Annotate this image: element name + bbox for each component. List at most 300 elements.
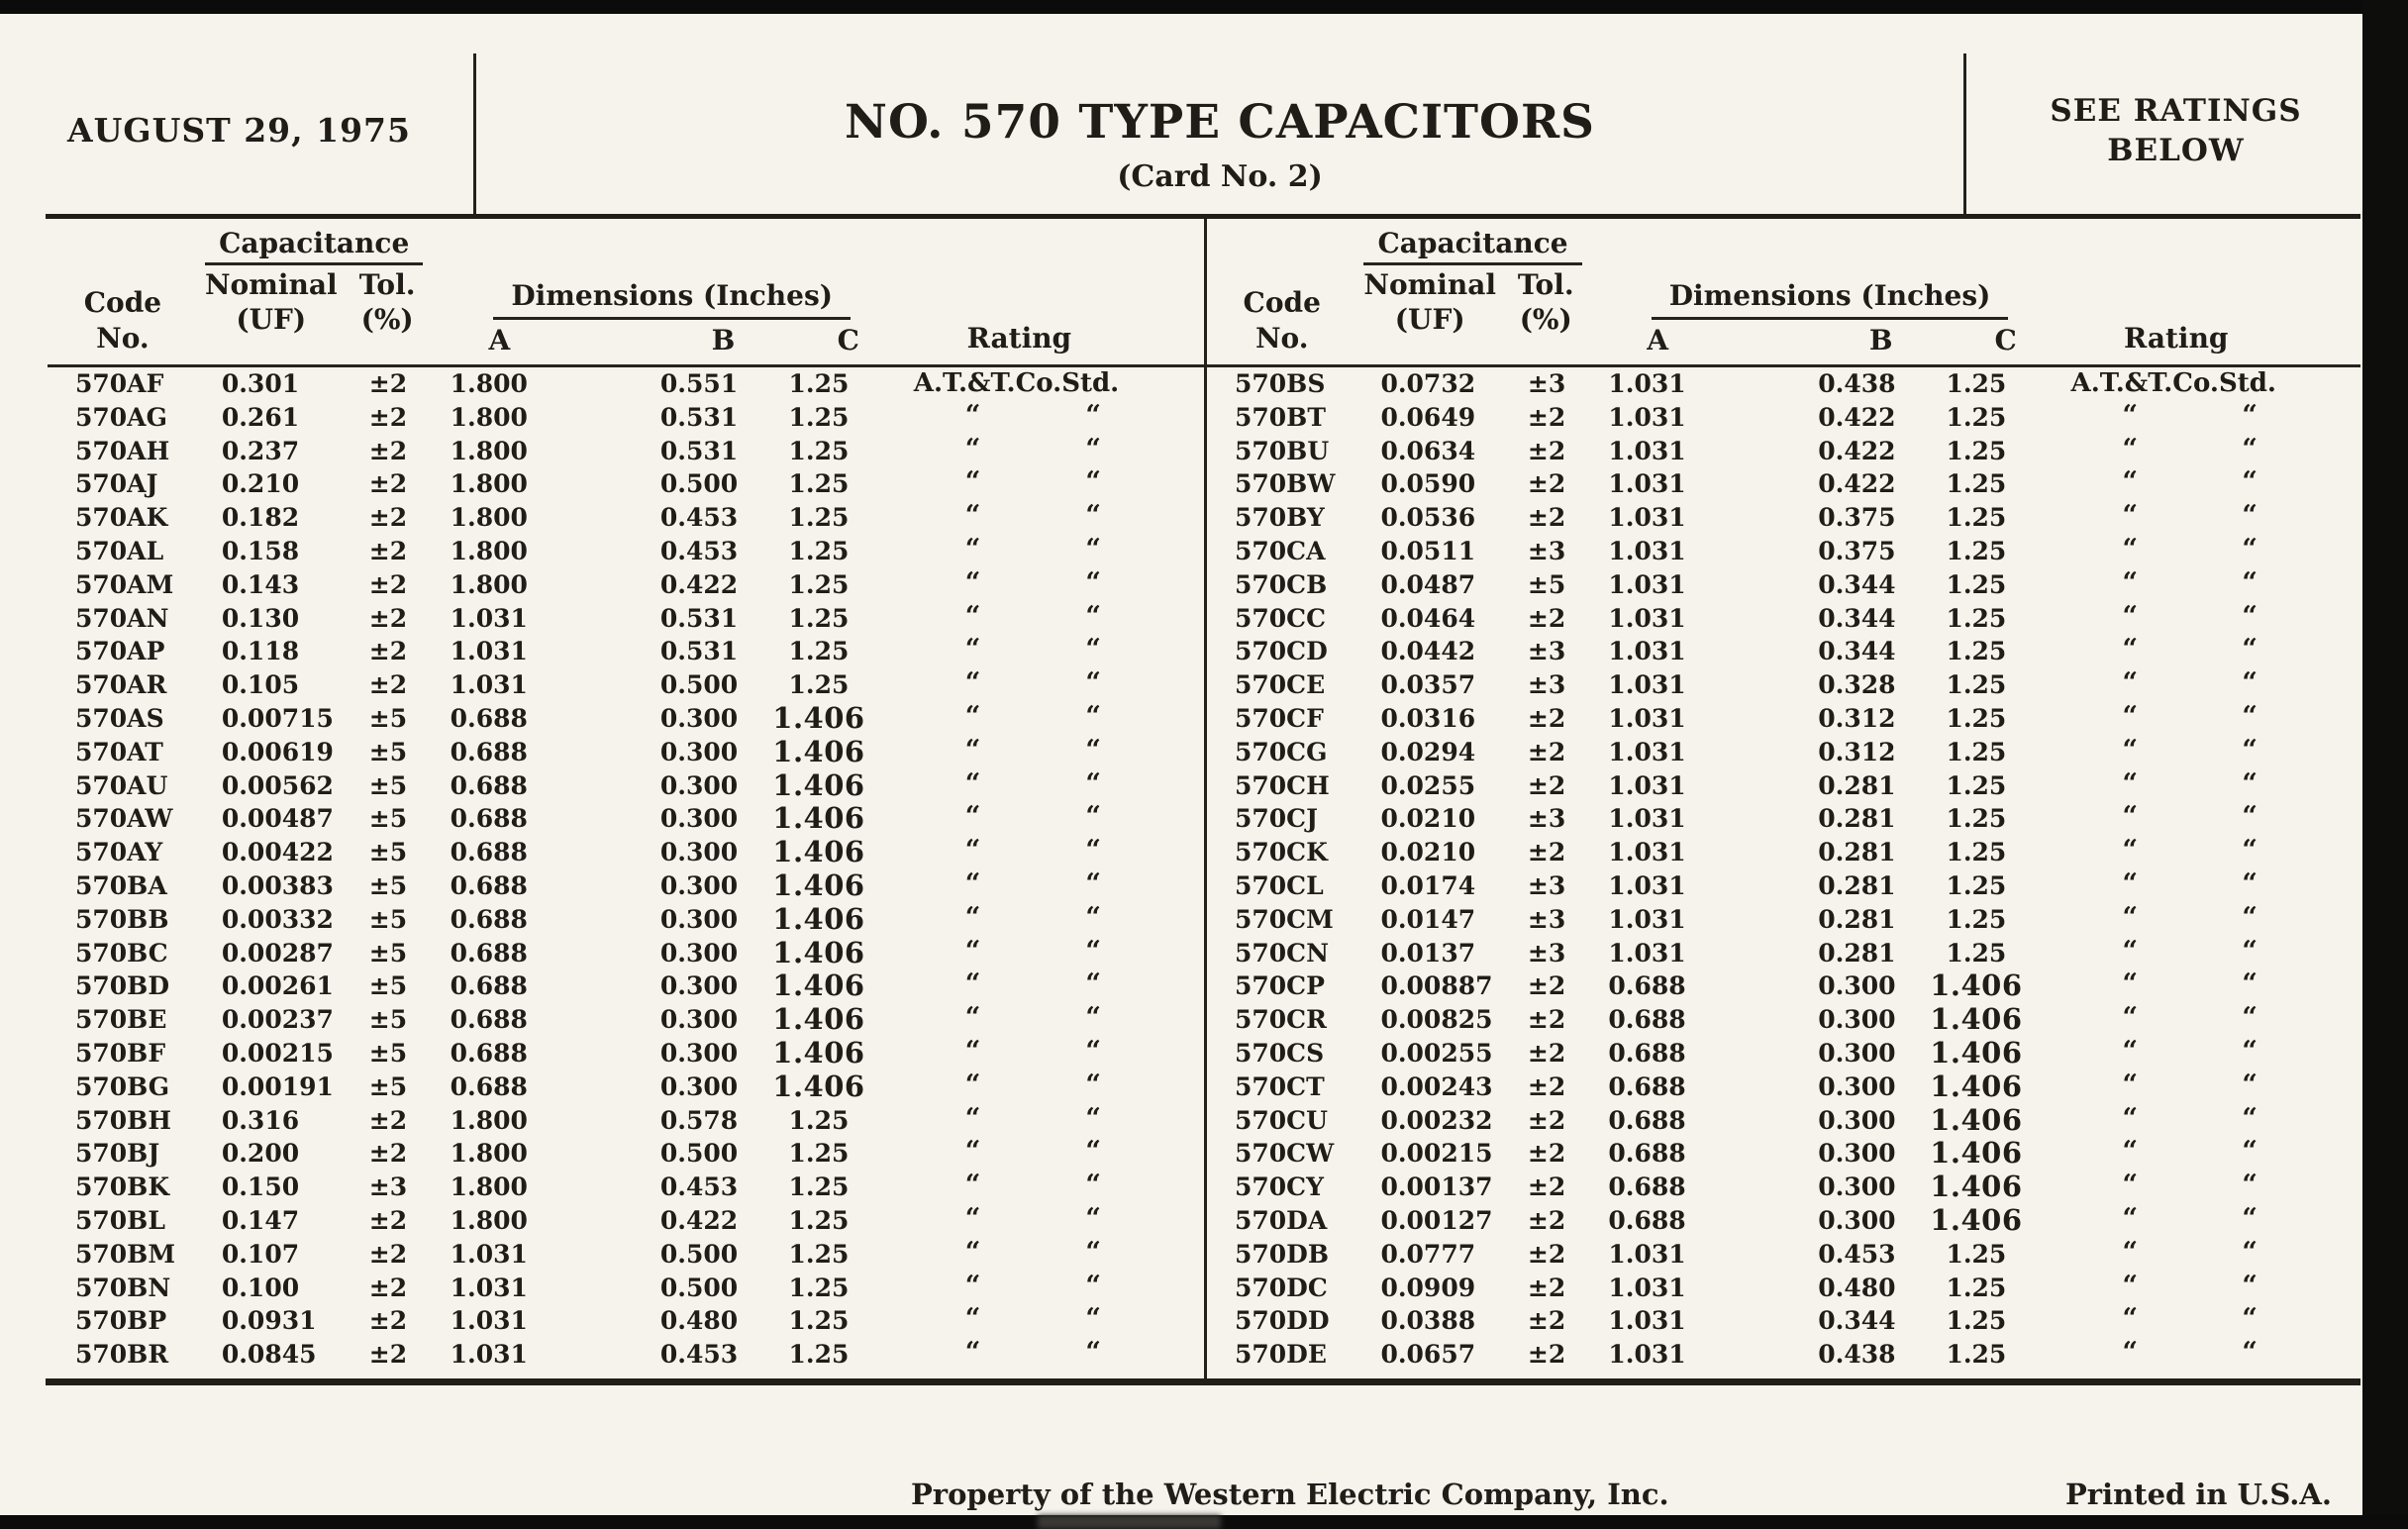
rating-cell — [2071, 937, 2360, 970]
table-row — [48, 401, 1204, 435]
ditto-mark: “ — [2122, 1337, 2139, 1369]
code-cell: 570BL — [75, 1205, 165, 1235]
tables-container — [48, 219, 2360, 1378]
ditto-mark: “ — [2242, 1002, 2258, 1034]
capacitance-subheaders — [1356, 267, 1588, 337]
dimension-c-cell: 1.25 — [788, 1340, 850, 1370]
tolerance-cell: ±2 — [1527, 1239, 1566, 1269]
tolerance-cell: ±3 — [368, 1172, 408, 1202]
ditto-mark: “ — [964, 1102, 981, 1134]
dimension-a-cell: 1.031 — [1608, 436, 1686, 465]
code-cell: 570CP — [1235, 971, 1325, 1001]
dimension-b-cell: 0.300 — [1818, 1038, 1896, 1068]
rating-cell — [2071, 702, 2360, 736]
dimension-b-cell: 0.300 — [1818, 1139, 1896, 1169]
code-cell: 570DD — [1235, 1306, 1330, 1336]
dimension-b-cell: 0.300 — [1818, 1071, 1896, 1101]
code-cell: 570BW — [1235, 469, 1336, 499]
tolerance-cell: ±2 — [1527, 1273, 1566, 1302]
dimension-a-cell: 0.688 — [450, 904, 528, 934]
rating-cell — [914, 568, 1204, 602]
ditto-mark: “ — [964, 801, 981, 833]
rating-cell — [914, 869, 1204, 903]
tolerance-cell: ±5 — [368, 938, 408, 968]
code-cell: 570BA — [75, 870, 167, 900]
ditto-mark: “ — [1085, 1202, 1101, 1234]
tolerance-cell: ±3 — [1527, 938, 1566, 968]
code-cell: 570AH — [75, 436, 170, 465]
table-row — [48, 903, 1204, 937]
ditto-mark: “ — [964, 500, 981, 532]
dimension-a-cell: 0.688 — [450, 703, 528, 733]
dimension-a-cell: 1.031 — [450, 637, 528, 666]
capacitor-spec-card — [0, 14, 2366, 1515]
rating-cell — [914, 602, 1204, 636]
table-row — [48, 535, 1204, 568]
rating-cell — [2071, 769, 2360, 803]
code-cell: 570BU — [1235, 436, 1330, 465]
nominal-uf-cell: 0.00237 — [221, 1005, 334, 1035]
ditto-mark: “ — [964, 1337, 981, 1369]
dimensions-subheaders — [431, 324, 914, 357]
table-row — [48, 1238, 1204, 1272]
code-cell: 570DE — [1235, 1340, 1327, 1370]
code-cell: 570CR — [1235, 1005, 1327, 1035]
ditto-mark: “ — [2122, 634, 2139, 665]
table-row — [1207, 1003, 2360, 1037]
ditto-mark: “ — [964, 1035, 981, 1067]
column-header-a: A — [488, 324, 511, 357]
dimension-a-cell: 1.031 — [450, 1306, 528, 1336]
code-cell: 570AY — [75, 838, 163, 867]
dimension-a-cell: 1.800 — [450, 503, 528, 533]
dimension-a-cell: 0.688 — [450, 838, 528, 867]
table-row — [1207, 602, 2360, 636]
dimension-b-cell: 0.578 — [659, 1105, 739, 1135]
column-header-nominal: Nominal (UF) — [1363, 268, 1497, 336]
table-row — [48, 702, 1204, 736]
dimension-a-cell: 1.800 — [450, 536, 528, 565]
dimension-b-cell: 0.531 — [659, 637, 739, 666]
tolerance-cell: ±2 — [1527, 1038, 1566, 1068]
tolerance-cell: ±2 — [368, 1205, 408, 1235]
rating-cell — [2071, 836, 2360, 869]
tolerance-cell: ±2 — [1527, 971, 1566, 1001]
nominal-uf-cell: 0.00383 — [221, 870, 334, 900]
right-table — [1204, 219, 2360, 1378]
dimension-a-cell: 1.800 — [450, 369, 528, 398]
ditto-mark: “ — [1085, 600, 1101, 632]
table-row — [48, 1137, 1204, 1171]
nominal-uf-cell: 0.0210 — [1380, 804, 1476, 834]
nominal-uf-cell: 0.00255 — [1380, 1038, 1493, 1068]
rating-cell — [2071, 401, 2360, 435]
dimension-a-cell: 1.031 — [1608, 670, 1686, 700]
dimension-a-cell: 1.800 — [450, 402, 528, 432]
nominal-uf-cell: 0.00715 — [221, 703, 334, 733]
table-row — [48, 836, 1204, 869]
tolerance-cell: ±5 — [368, 770, 408, 800]
left-table-header — [48, 219, 1204, 367]
dimension-c-cell: 1.406 — [1930, 968, 2023, 1003]
code-cell: 570CU — [1235, 1105, 1328, 1135]
right-table-body — [1207, 367, 2360, 1372]
nominal-uf-cell: 0.0147 — [1380, 904, 1476, 934]
rating-cell — [914, 1304, 1204, 1338]
rating-cell — [914, 969, 1204, 1003]
ditto-mark: “ — [2122, 1035, 2139, 1067]
table-row — [48, 1338, 1204, 1372]
rating-cell — [914, 401, 1204, 435]
code-cell: 570CG — [1235, 737, 1328, 766]
rating-cell — [2071, 969, 2360, 1003]
rating-cell — [914, 435, 1204, 468]
ditto-mark: “ — [2122, 433, 2139, 464]
dimension-c-cell: 1.25 — [1946, 1340, 2007, 1370]
dimension-b-cell: 0.438 — [1818, 1340, 1896, 1370]
dimension-a-cell: 0.688 — [450, 737, 528, 766]
ditto-mark: “ — [2122, 767, 2139, 799]
dimension-a-cell: 1.031 — [1608, 369, 1686, 398]
ditto-mark: “ — [1085, 901, 1101, 933]
tolerance-cell: ±2 — [368, 1306, 408, 1336]
dimension-c-cell: 1.25 — [788, 637, 850, 666]
nominal-uf-cell: 0.316 — [221, 1105, 300, 1135]
table-row — [48, 1037, 1204, 1070]
code-cell: 570AL — [75, 536, 164, 565]
dimension-a-cell: 1.031 — [1608, 603, 1686, 633]
dimension-c-cell: 1.25 — [1946, 737, 2007, 766]
table-row — [48, 1204, 1204, 1238]
nominal-uf-cell: 0.0657 — [1380, 1340, 1476, 1370]
nominal-uf-cell: 0.182 — [221, 503, 300, 533]
column-group-dimensions — [1589, 219, 2071, 364]
page-title: NO. 570 TYPE CAPACITORS — [845, 95, 1595, 150]
rating-cell — [2071, 1338, 2360, 1372]
dimension-a-cell: 1.031 — [1608, 870, 1686, 900]
dimension-b-cell: 0.500 — [659, 670, 739, 700]
code-cell: 570CL — [1235, 870, 1324, 900]
dimension-c-cell: 1.406 — [1930, 1202, 2023, 1237]
dimension-b-cell: 0.344 — [1818, 569, 1896, 599]
nominal-uf-cell: 0.0732 — [1380, 369, 1476, 398]
ditto-mark: “ — [964, 566, 981, 598]
rating-cell — [914, 1272, 1204, 1305]
tolerance-cell: ±2 — [1527, 1071, 1566, 1101]
rating-cell — [2071, 602, 2360, 636]
table-row — [48, 736, 1204, 769]
dimension-b-cell: 0.500 — [659, 469, 739, 499]
column-header-rating: Rating — [2123, 322, 2229, 355]
code-cell: 570CS — [1235, 1038, 1325, 1068]
table-row — [1207, 836, 2360, 869]
nominal-uf-cell: 0.0255 — [1380, 770, 1476, 800]
dimension-b-cell: 0.300 — [659, 904, 739, 934]
rating-cell — [914, 736, 1204, 769]
dimension-b-cell: 0.312 — [1818, 737, 1896, 766]
ditto-mark: “ — [2242, 634, 2258, 665]
printed-note: Printed in U.S.A. — [2065, 1478, 2332, 1511]
tolerance-cell: ±2 — [368, 1273, 408, 1302]
dimension-a-cell: 0.688 — [1608, 971, 1686, 1001]
code-cell: 570BM — [75, 1239, 175, 1269]
scan-smudge — [1038, 1515, 1221, 1529]
ditto-mark: “ — [2122, 700, 2139, 732]
dimension-b-cell: 0.344 — [1818, 1306, 1896, 1336]
rating-cell — [2071, 668, 2360, 702]
rating-cell — [914, 836, 1204, 869]
nominal-uf-cell: 0.0590 — [1380, 469, 1476, 499]
rating-cell — [914, 1137, 1204, 1171]
rating-cell — [914, 501, 1204, 535]
nominal-uf-cell: 0.0511 — [1380, 536, 1476, 565]
code-cell: 570AG — [75, 402, 167, 432]
dimension-a-cell: 1.031 — [1608, 402, 1686, 432]
tolerance-cell: ±3 — [1527, 804, 1566, 834]
ditto-mark: “ — [1085, 667, 1101, 699]
dimension-c-cell: 1.25 — [1946, 503, 2007, 533]
rating-cell — [2071, 1204, 2360, 1238]
dimension-c-cell: 1.25 — [788, 469, 850, 499]
dimension-c-cell: 1.406 — [772, 1035, 865, 1070]
dimension-c-cell: 1.25 — [788, 1205, 850, 1235]
nominal-uf-cell: 0.100 — [221, 1273, 300, 1302]
ditto-mark: “ — [2122, 1002, 2139, 1034]
dimension-c-cell: 1.25 — [788, 603, 850, 633]
dimension-c-cell: 1.25 — [788, 1273, 850, 1302]
ditto-mark: “ — [2242, 1270, 2258, 1301]
capacitance-group-label: Capacitance — [1363, 227, 1581, 265]
ditto-mark: “ — [964, 734, 981, 765]
dimension-b-cell: 0.422 — [659, 569, 739, 599]
header-divider-right — [1963, 53, 1966, 215]
dimension-a-cell: 1.031 — [1608, 637, 1686, 666]
tolerance-cell: ±2 — [1527, 603, 1566, 633]
tolerance-cell: ±5 — [368, 737, 408, 766]
nominal-uf-cell: 0.00215 — [1380, 1139, 1493, 1169]
table-row — [1207, 869, 2360, 903]
rating-cell — [914, 635, 1204, 668]
dimension-c-cell: 1.406 — [772, 801, 865, 836]
table-row — [1207, 435, 2360, 468]
code-cell: 570AS — [75, 703, 164, 733]
rating-cell — [914, 1037, 1204, 1070]
column-group-capacitance — [198, 219, 431, 364]
ditto-mark: “ — [964, 667, 981, 699]
rating-cell — [2071, 869, 2360, 903]
code-cell: 570BN — [75, 1273, 171, 1302]
ditto-mark: “ — [2122, 968, 2139, 1000]
dimension-c-cell: 1.25 — [1946, 1306, 2007, 1336]
code-cell: 570AK — [75, 503, 168, 533]
dimension-b-cell: 0.300 — [659, 1071, 739, 1101]
dimension-c-cell: 1.25 — [788, 1105, 850, 1135]
code-cell: 570BP — [75, 1306, 167, 1336]
ditto-mark: “ — [2122, 399, 2139, 431]
table-row — [48, 937, 1204, 970]
ditto-mark: “ — [1085, 1002, 1101, 1034]
dimension-a-cell: 1.031 — [1608, 904, 1686, 934]
ditto-mark: “ — [964, 1270, 981, 1301]
ditto-mark: “ — [2242, 1236, 2258, 1268]
column-header-tolerance: Tol. (%) — [358, 268, 416, 336]
ditto-mark: “ — [2242, 734, 2258, 765]
nominal-uf-cell: 0.150 — [221, 1172, 300, 1202]
code-cell: 570CM — [1235, 904, 1334, 934]
table-row — [1207, 367, 2360, 401]
ditto-mark: “ — [2122, 566, 2139, 598]
dimension-c-cell: 1.25 — [788, 402, 850, 432]
nominal-uf-cell: 0.00215 — [221, 1038, 334, 1068]
column-header-b: B — [1868, 324, 1893, 357]
dimensions-group-label: Dimensions (Inches) — [1652, 279, 2009, 320]
dimension-b-cell: 0.300 — [659, 770, 739, 800]
tolerance-cell: ±2 — [368, 402, 408, 432]
dimension-a-cell: 0.688 — [450, 1038, 528, 1068]
rating-cell — [914, 802, 1204, 836]
dimension-a-cell: 1.800 — [450, 1205, 528, 1235]
table-row — [48, 969, 1204, 1003]
column-header-rating: Rating — [966, 322, 1072, 355]
dimension-c-cell: 1.25 — [788, 569, 850, 599]
nominal-uf-cell: 0.00825 — [1380, 1005, 1493, 1035]
tolerance-cell: ±3 — [1527, 670, 1566, 700]
dimension-b-cell: 0.453 — [659, 503, 739, 533]
rating-cell — [2071, 635, 2360, 668]
ditto-mark: “ — [2122, 901, 2139, 933]
ditto-mark: “ — [964, 600, 981, 632]
column-header-code — [48, 219, 198, 364]
dimension-c-cell: 1.406 — [1930, 1069, 2023, 1103]
dimension-c-cell: 1.25 — [1946, 469, 2007, 499]
code-cell: 570CJ — [1235, 804, 1318, 834]
ditto-mark: “ — [2242, 1102, 2258, 1134]
nominal-uf-cell: 0.0174 — [1380, 870, 1476, 900]
dimension-a-cell: 1.031 — [1608, 1306, 1686, 1336]
ditto-mark: “ — [2122, 667, 2139, 699]
code-cell: 570AW — [75, 804, 173, 834]
dimension-b-cell: 0.344 — [1818, 637, 1896, 666]
tolerance-cell: ±2 — [1527, 1306, 1566, 1336]
code-cell: 570CA — [1235, 536, 1326, 565]
dimension-c-cell: 1.25 — [788, 536, 850, 565]
nominal-uf-cell: 0.0536 — [1380, 503, 1476, 533]
ditto-mark: “ — [1085, 466, 1101, 498]
tolerance-cell: ±2 — [1527, 436, 1566, 465]
tolerance-cell: ±3 — [1527, 870, 1566, 900]
dimension-a-cell: 0.688 — [450, 1005, 528, 1035]
table-row — [1207, 1104, 2360, 1138]
code-cell: 570AN — [75, 603, 169, 633]
rating-cell — [914, 1070, 1204, 1104]
dimension-b-cell: 0.500 — [659, 1139, 739, 1169]
ditto-mark: “ — [1085, 1337, 1101, 1369]
tolerance-cell: ±2 — [368, 569, 408, 599]
tolerance-cell: ±2 — [368, 637, 408, 666]
code-cell: 570CN — [1235, 938, 1329, 968]
code-cell: 570DC — [1235, 1273, 1328, 1302]
dimension-c-cell: 1.25 — [788, 1306, 850, 1336]
tolerance-cell: ±5 — [368, 1005, 408, 1035]
ditto-mark: “ — [964, 466, 981, 498]
dimension-a-cell: 0.688 — [450, 971, 528, 1001]
dimension-a-cell: 0.688 — [450, 804, 528, 834]
dimension-c-cell: 1.25 — [1946, 670, 2007, 700]
dimension-a-cell: 1.031 — [1608, 503, 1686, 533]
ditto-mark: “ — [2122, 1236, 2139, 1268]
tolerance-cell: ±2 — [1527, 469, 1566, 499]
rating-cell — [914, 1338, 1204, 1372]
nominal-uf-cell: 0.143 — [221, 569, 300, 599]
dimension-b-cell: 0.300 — [1818, 1005, 1896, 1035]
rating-cell: A.T.&T.Co.Std. — [2070, 368, 2276, 398]
tolerance-cell: ±3 — [1527, 637, 1566, 666]
nominal-uf-cell: 0.0487 — [1380, 569, 1476, 599]
nominal-uf-cell: 0.00137 — [1380, 1172, 1493, 1202]
column-group-capacitance — [1356, 219, 1588, 364]
table-row — [1207, 1070, 2360, 1104]
page-subtitle: (Card No. 2) — [1117, 159, 1323, 194]
nominal-uf-cell: 0.00422 — [221, 838, 334, 867]
ditto-mark: “ — [1085, 1069, 1101, 1100]
code-cell: 570CK — [1235, 838, 1328, 867]
table-row — [1207, 702, 2360, 736]
dimension-b-cell: 0.300 — [659, 1005, 739, 1035]
dimension-c-cell: 1.25 — [1946, 603, 2007, 633]
table-row — [48, 1003, 1204, 1037]
rating-cell — [2071, 1272, 2360, 1305]
rating-cell — [914, 702, 1204, 736]
tolerance-cell: ±2 — [368, 1239, 408, 1269]
rating-cell — [914, 467, 1204, 501]
dimension-c-cell: 1.406 — [1930, 1170, 2023, 1204]
table-row — [1207, 501, 2360, 535]
tolerance-cell: ±2 — [368, 1340, 408, 1370]
ditto-mark: “ — [2242, 1303, 2258, 1335]
ditto-mark: “ — [2122, 1136, 2139, 1168]
rating-cell: A.T.&T.Co.Std. — [913, 368, 1120, 398]
dimension-b-cell: 0.453 — [659, 1340, 739, 1370]
tolerance-cell: ±2 — [1527, 1172, 1566, 1202]
ditto-mark: “ — [1085, 1236, 1101, 1268]
tolerance-cell: ±2 — [1527, 1005, 1566, 1035]
table-row — [48, 602, 1204, 636]
dimension-c-cell: 1.406 — [772, 968, 865, 1003]
card-date: AUGUST 29, 1975 — [67, 111, 411, 150]
table-row — [1207, 1238, 2360, 1272]
ditto-mark: “ — [964, 835, 981, 866]
dimension-c-cell: 1.406 — [1930, 1136, 2023, 1171]
table-row — [1207, 1272, 2360, 1305]
rating-cell — [2071, 1070, 2360, 1104]
dimension-a-cell: 1.031 — [450, 670, 528, 700]
dimension-a-cell: 1.031 — [1608, 1273, 1686, 1302]
rating-cell — [2071, 501, 2360, 535]
column-header-nominal: Nominal (UF) — [204, 268, 338, 336]
code-cell: 570AP — [75, 637, 165, 666]
dimension-a-cell: 1.031 — [1608, 838, 1686, 867]
ditto-mark: “ — [2122, 734, 2139, 765]
dimension-b-cell: 0.480 — [659, 1306, 739, 1336]
rating-cell — [2071, 1238, 2360, 1272]
table-row — [1207, 736, 2360, 769]
nominal-uf-cell: 0.0294 — [1380, 737, 1476, 766]
ditto-mark: “ — [964, 935, 981, 967]
dimension-a-cell: 1.800 — [450, 469, 528, 499]
ditto-mark: “ — [964, 901, 981, 933]
dimension-c-cell: 1.25 — [1946, 569, 2007, 599]
header-divider-left — [473, 53, 476, 215]
